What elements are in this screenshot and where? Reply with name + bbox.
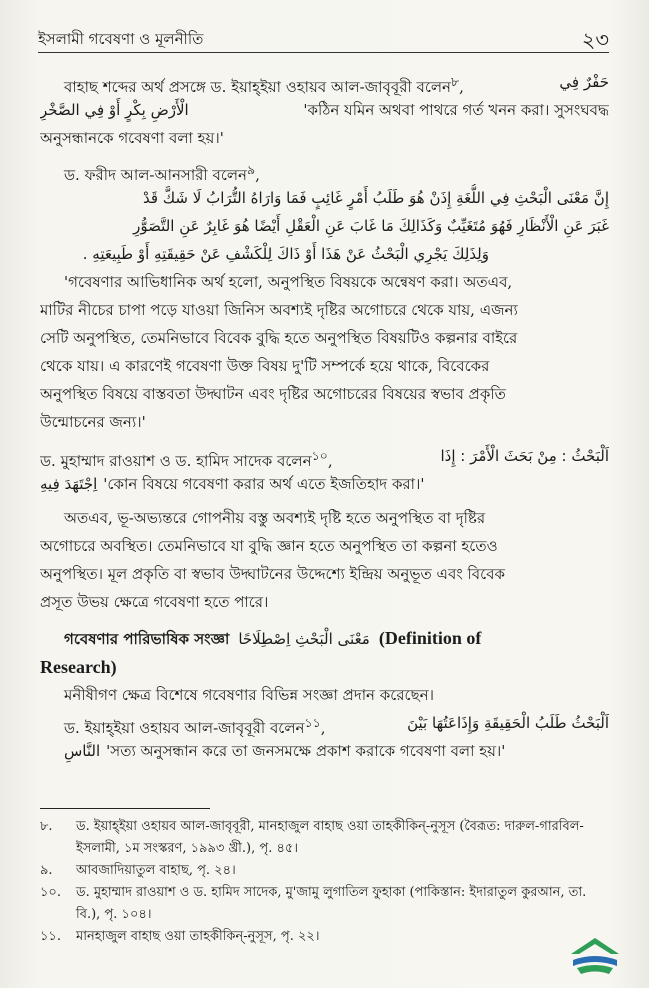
paragraph-line: অতএব, ভূ-অভ্যন্তরে গোপনীয় বস্তু অবশ্যই দৃষ্টি হতে অনুপস্থিত বা দৃষ্টির: [64, 509, 486, 527]
paragraph-line: [40, 96, 609, 124]
logo-roof-shape: [571, 938, 619, 954]
paragraph-line: অনুসন্ধানকে গবেষণা বলা হয়।': [40, 129, 224, 147]
footnote-text: মানহাজুল বাহাছ ওয়া তাহকীকিন্‌-নুসূস, পৃ. ২২।: [76, 929, 320, 944]
paragraph-line: [40, 470, 609, 498]
paragraph-line: মনীষীগণ ক্ষেত্র বিশেষে গবেষণার বিভিন্ন সংজ্ঞা প্রদান করেছেন।: [64, 686, 434, 704]
arabic-quote: اَلْبَحْثُ طَلَبُ الْحَقِيقَةِ وَإِذَاعَتُهَا بَيْنَ: [407, 714, 609, 732]
page-number: ২৩: [581, 28, 609, 52]
footnote-number: ১০.: [40, 885, 62, 900]
heading-arabic: مَعْنَى الْبَحْثِ اِصْطِلَاحًا: [238, 630, 370, 648]
text-span: ড. মুহাম্মাদ রাওয়াশ ও ড. হামিদ সাদেক বলেন: [40, 452, 312, 470]
paragraph-line: 'গবেষণার আভিধানিক অর্থ হলো, অনুপস্থিত বিষয়কে অন্বেষণ করা। অতএব,: [64, 273, 513, 291]
paragraph-line: সেটি অনুপস্থিত, তেমনিভাবে বিবেক বুদ্ধি হতে অনুপস্থিত বিষয়টিও কল্পনার বাইরে: [40, 329, 518, 347]
footnote-number: ১১.: [40, 929, 62, 944]
paragraph-line: ড. ইয়াহ্‌ইয়া ওহায়ব আল-জাবৃবূরী বলেন$^{১১}$, اَلْبَحْثُ طَلَبُ الْحَقِيقَةِ وَإِذَاعَتُهَا بَيْنَ: [40, 709, 609, 737]
footnote-number: ৮.: [40, 819, 53, 834]
paragraph-line: ড. মুহাম্মাদ রাওয়াশ ও ড. হামিদ সাদেক বলেন$^{১০}$, اَلْبَحْثُ : مِنْ بَحَثَ الْأَمْرَ : إِذَا: [40, 442, 609, 470]
text-span: 'সত্য অনুসন্ধান করে তা জনসমক্ষে প্রকাশ করাকে গবেষণা বলা হয়।': [106, 742, 506, 760]
arabic-line: إِنَّ مَعْنَى الْبَحْثِ فِي اللُّغَةِ إِذَنْ هُوَ طَلَبُ أَمْرٍ غَائِبٍ فَمَا وَارَاهُ التُّرَابُ لَا شَكَّ قَدْ: [142, 189, 609, 207]
paragraph-line: প্রসূত উভয় ক্ষেত্রে গবেষণা হতে পারে।: [40, 593, 269, 611]
paragraph-line: উন্মোচনের জন্য।': [40, 413, 146, 431]
text-span: ড. ফরীদ আল-আনসারী বলেন: [64, 166, 247, 184]
text-span: ড. ইয়াহ্‌ইয়া ওহায়ব আল-জাবৃবূরী বলেন: [64, 719, 305, 737]
paragraph-line: অগোচরে অবস্থিত। তেমনিভাবে যা বুদ্ধি জ্ঞান হতে অনুপস্থিত তা কল্পনা হতেও: [40, 537, 498, 555]
text-span: 'কঠিন যমিন অথবা পাথরে গর্ত খনন করা। সুসংঘবদ্ধ: [303, 101, 609, 119]
paragraph-line: অনুপস্থিত। মূল প্রকৃতি বা স্বভাব উদ্ঘাটনের উদ্দেশ্যে ইন্দ্রিয় অনুভূত এবং বিবেক: [40, 565, 506, 583]
arabic-quote: النَّاسِ: [64, 742, 101, 760]
footnote-text: ড. মুহাম্মাদ রাওয়াশ ও ড. হামিদ সাদেক, মু'জামু লুগাতিল ফুহাকা (পাকিস্তান: ইদারাতুল কুরআন, তা. বি.), পৃ. ১০৪।: [76, 885, 587, 922]
text-span: বাহাছ শব্দের অর্থ প্রসঙ্গে ড. ইয়াহ্‌ইয়া ওহায়ব আল-জাবৃবূরী বলেন: [64, 78, 452, 96]
section-heading: [40, 624, 609, 653]
page-body: [40, 68, 609, 765]
arabic-quote: اِجْتَهَدَ فِيهِ: [40, 475, 98, 493]
footnote-marker: ৯: [247, 162, 256, 177]
section-heading-cont: Research): [40, 657, 117, 677]
arabic-quote: حَفْرٌ فِي: [559, 73, 609, 91]
arabic-line: غَبَرَ عَنِ الْأَنْظَارِ فَهُوَ مُتَغَيِّبٌ وَكَذَالِكَ مَا غَابَ عَنِ الْعَقْلِ أَيْضًا هُوَ غَابِرٌ عَنِ التَّصَوُّرِ: [133, 217, 609, 235]
footnote-marker: ৮: [451, 74, 460, 89]
heading-bangla: গবেষণার পারিভাষিক সংজ্ঞা: [64, 630, 230, 648]
paragraph-line: বাহাছ শব্দের অর্থ প্রসঙ্গে ড. ইয়াহ্‌ইয়া ওহায়ব আল-জাবৃবূরী বলেন$^৮$, حَفْرٌ فِي: [40, 68, 609, 96]
footnote: [40, 926, 609, 948]
paragraph-line: [40, 737, 609, 765]
arabic-quote: الْأَرْضِ بِكْرٍ أَوْ فِي الصَّخْرِ: [40, 101, 189, 119]
logo-book-shape: [573, 956, 617, 966]
arabic-quote: اَلْبَحْثُ : مِنْ بَحَثَ الْأَمْرَ : إِذَا: [440, 447, 609, 465]
logo-base-shape: [577, 965, 613, 974]
footnote-marker: ১০: [311, 448, 328, 463]
footnote-text: আবজাদিয়াতুল বাহাছ, পৃ. ২৪।: [76, 863, 236, 878]
footnotes: [40, 816, 609, 948]
footnote-divider: [40, 808, 210, 809]
heading-english: (Definition of: [378, 628, 482, 648]
paragraph-line: মাটির নীচের চাপা পড়ে যাওয়া জিনিস অবশ্যই দৃষ্টির অগোচরে থেকে যায়, এজন্য: [40, 301, 518, 319]
paragraph-line: থেকে যায়। এ কারণেই গবেষণা উক্ত বিষয় দু'টি সম্পর্কে হয়ে থাকে, বিবেকের: [40, 357, 490, 375]
footnote-marker: ১১: [304, 715, 321, 730]
footnote: [40, 816, 609, 860]
footnote: [40, 882, 609, 926]
arabic-line: وَلِذَلِكَ يَجْرِي الْبَحْثُ عَنْ هَذَا أَوْ ذَاكَ لِلْكَشْفِ عَنْ حَقِيقَتِهِ أَوْ طَبِيعَتِهِ .: [82, 245, 489, 263]
text-span: 'কোন বিষয়ে গবেষণা করার অর্থ এতে ইজতিহাদ করা।': [103, 475, 425, 493]
paragraph-line: ড. ফরীদ আল-আনসারী বলেন$^৯$,: [64, 162, 260, 184]
publisher-logo-icon: [565, 934, 625, 978]
running-title: ইসলামী গবেষণা ও মূলনীতি: [38, 30, 204, 48]
footnote-number: ৯.: [40, 863, 53, 878]
footnote-text: ড. ইয়াহ্‌ইয়া ওহায়ব আল-জাবৃবূরী, মানহাজুল বাহাছ ওয়া তাহকীকিন্‌-নুসূস (বৈরূত: দারুল-গারবিল-ইসলামী, ১ম সংস্করণ, ১৯৯৩ খ্রী.), পৃ. ৪৫।: [76, 819, 584, 856]
footnote: [40, 860, 609, 882]
paragraph-line: অনুপস্থিত বিষয়ে বাস্তবতা উদ্ঘাটন এবং দৃষ্টির অগোচরের বিষয়ের স্বভাব প্রকৃতি: [40, 385, 506, 403]
running-header: [38, 22, 609, 53]
